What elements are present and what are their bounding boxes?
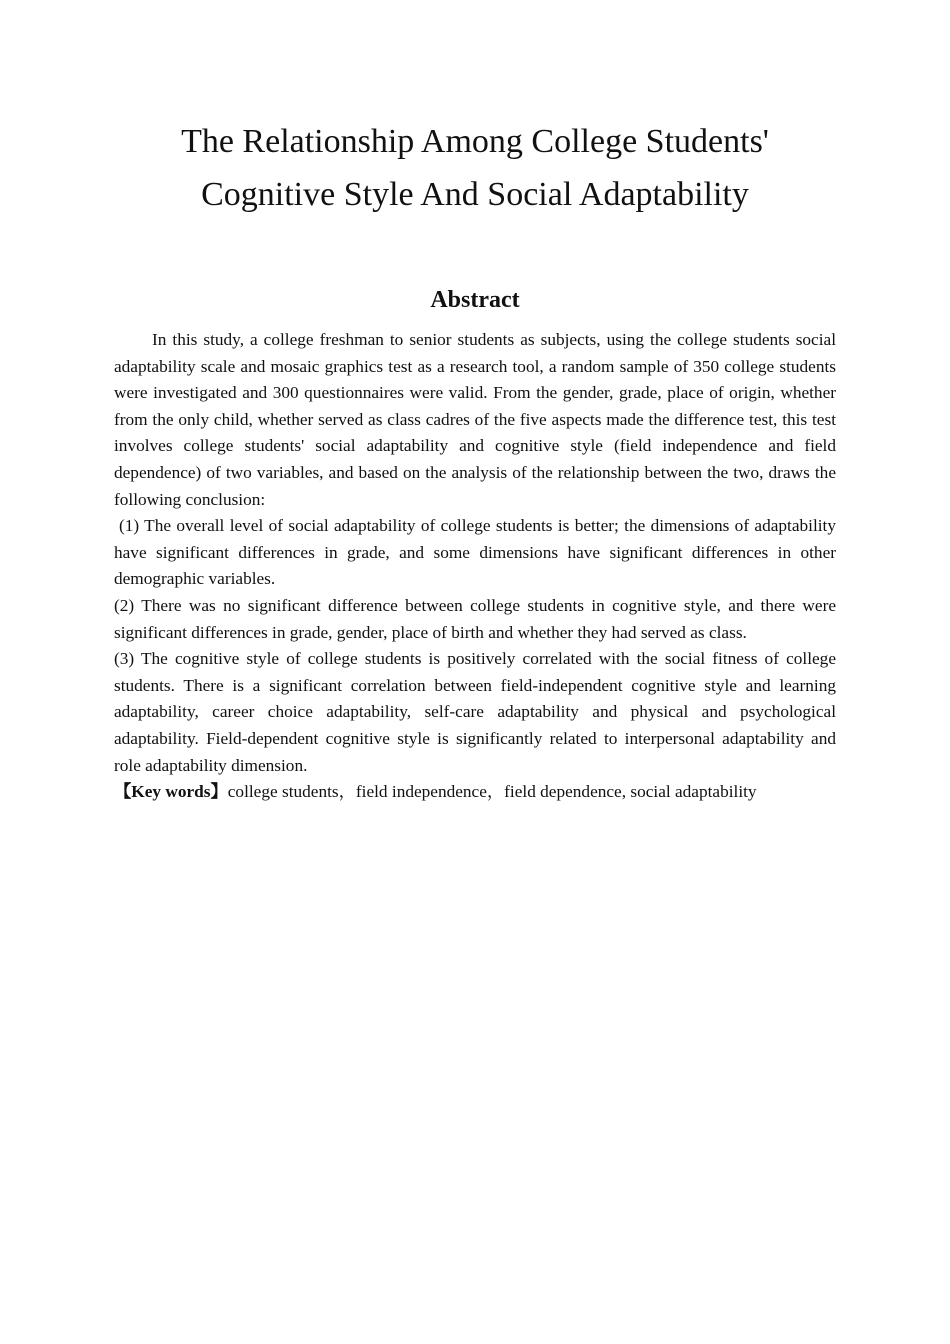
abstract-heading: Abstract <box>430 287 520 313</box>
abstract-body <box>114 327 836 806</box>
conclusion-2: (2) There was no significant difference between college students in cognitive style, and there were significant differences in grade, gender, place of birth and whether they had served as class. <box>114 595 836 642</box>
paper-title <box>60 115 890 221</box>
abstract-intro-paragraph: In this study, a college freshman to senior students as subjects, using the college students social adaptability scale and mosaic graphics test as a research tool, a random sample of 350 college students were investigated and 300 questionnaires were valid. From the gender, grade, place of origin, whether from the only child, whether served as class cadres of the five aspects made the difference test, this test involves college students' social adaptability and cognitive style (field independence and field dependence) of two variables, and based on the analysis of the relationship between the two, draws the following conclusion: <box>114 330 836 509</box>
keywords-label: 【Key words】 <box>114 782 228 802</box>
conclusion-3: (3) The cognitive style of college students is positively correlated with the social fitness of college students. There is a significant correlation between field-independent cognitive style and learning adaptability, career choice adaptability, self-care adaptability and physical and psychological adaptability. Field-dependent cognitive style is significantly related to interpersonal adaptability and role adaptability dimension. <box>114 649 836 775</box>
conclusion-1: (1) The overall level of social adaptability of college students is better; the dimensions of adaptability have significant differences in grade, and some dimensions have significant differences in other demographic variables. <box>114 516 836 589</box>
title-line-1: The Relationship Among College Students' <box>181 123 769 160</box>
title-line-2: Cognitive Style And Social Adaptability <box>201 176 749 213</box>
keywords-list: college students，field independence，field dependence, social adaptability <box>227 782 757 802</box>
keywords-line <box>114 779 836 806</box>
